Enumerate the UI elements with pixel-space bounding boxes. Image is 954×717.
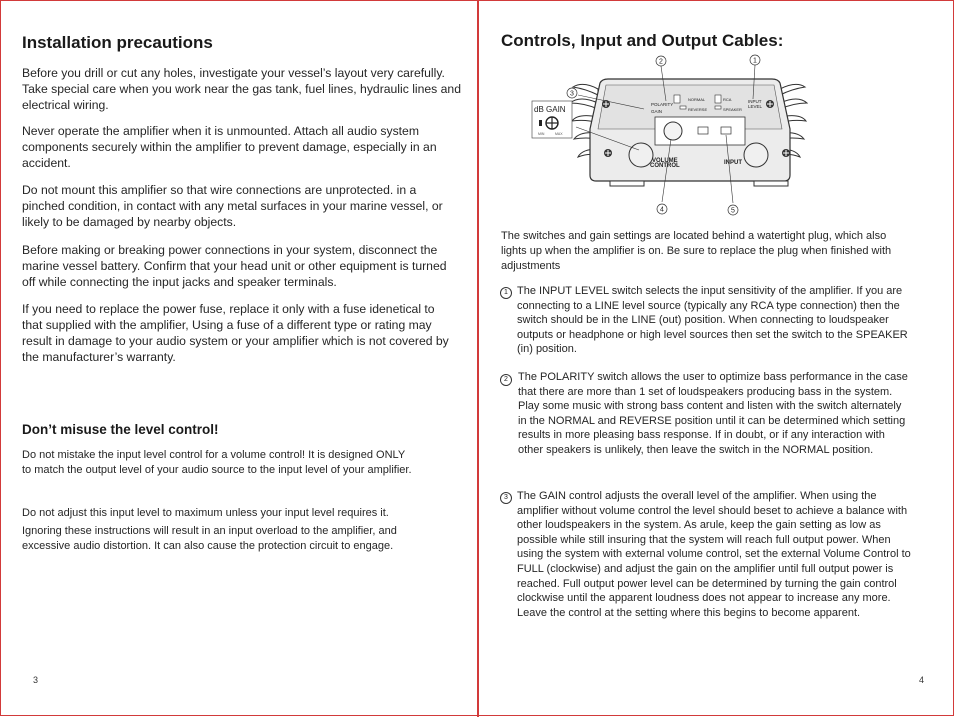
input-level-label-2: LEVEL [748,104,763,109]
volume-label-2: CONTROL [650,163,680,169]
paragraph-wire-connections: Do not mount this amplifier so that wire connections are unprotected. in a pinched condition, in contact with any metal surfaces in your marine vessel, or likely to be damaged by nearby objects. [22,183,443,229]
subparagraph-overload: Ignoring these instructions will result in an input overload to the amplifier, and excessive audio distortion. It can also cause the protection circuit to engage. [22,525,397,552]
paragraph-unmounted: Never operate the amplifier when it is unmounted. Attach all audio system components securely within the amplifier to prevent damage, especially in an accident. [22,124,437,170]
input-level-description: The INPUT LEVEL switch selects the input sensitivity of the amplifier. If you are connecting to a LINE level source (typically any RCA type connection) then the switch should be in the LINE (out) position. When connecting to loudspeaker outputs or headphone or high level sources then set the switch to the SPEAKER (in) position. [517,285,908,356]
paragraph-power-connections: Before making or breaking power connections in your system, disconnect the marine vessel battery. Confirm that your head unit or other equipment is turned off while connecting the input jacks and speaker terminals. [22,243,447,289]
volume-label-1: VOLUME [652,158,678,164]
polarity-switch [698,127,708,134]
rca-label: RCA [723,97,732,102]
installation-title: Installation precautions [22,33,213,52]
db-gain-label: dB GAIN [534,105,566,114]
subparagraph-level: Do not mistake the input level control for a volume control! It is designed ONLY to match the output level of your audio source to the input level of your amplifier. [22,449,412,476]
item-number-3: 3 [500,492,512,504]
callout-4: 4 [660,206,664,214]
paragraph-drill: Before you drill or cut any holes, investigate your vessel’s layout very carefully. Take special care when you work near the gas tank, fuel lines, hydraulic lines and electrical wiring. [22,66,461,112]
polarity-label: POLARITY [651,102,674,107]
polarity-description: The POLARITY switch allows the user to optimize bass performance in the case that there are more than 1 set of loudspeakers producing bass in the system. Play some music with strong bass content and listen with the switch alternately in the NORMAL and REVERSE position until it can be determined which setting results in more pleasing bass response. If in doubt, or if any interaction with other speakers is unlikely, then leave the switch in the NORMAL position. [518,371,908,456]
paragraph-fuse: If you need to replace the power fuse, replace it only with a fuse idenetical to that supplied with the amplifier, Using a fuse of a different type or rating may result in damage to your audio system or your amplifier which is not covered by the manufacturer’s warranty. [22,302,449,364]
subparagraph-maximum: Do not adjust this input level to maximum unless your input level requires it. [22,507,389,519]
amplifier-diagram [528,51,808,221]
right-foot [754,181,788,186]
page-number-left: 3 [33,675,39,685]
gain-description: The GAIN control adjusts the overall level of the amplifier. When using the amplifier without volume control the level should beset to achieve a balance with other loudspeakers in the system. As arule, keep the gain setting as low as possible while still insuring that the system will reach full output power. When using the system with external volume control, set the external Volume Control to FULL (clockwise) and adjust the gain on the amplifier until full output power is reached. Full output power level can be determined by turning the gain control clockwise until the apparent loudness does not appear to increase any more. Leave the control at the setting where this begins to become apparent. [517,490,911,619]
level-control-subtitle: Don’t misuse the level control! [22,422,219,437]
controls-title: Controls, Input and Output Cables: [501,31,784,50]
callout-2: 2 [659,58,663,66]
callout-3: 3 [570,90,574,98]
speaker-label: SPEAKER [723,107,742,112]
input-label: INPUT [724,160,742,166]
normal-label: NORMAL [688,97,706,102]
item-number-2: 2 [500,374,512,386]
item-number-1: 1 [500,287,512,299]
gain-knob [664,122,682,140]
reverse-label: REVERSE [688,107,708,112]
gain-max-label: MAX [555,132,563,136]
page-number-right: 4 [919,675,925,685]
input-jack [744,143,768,167]
input-level-switch [721,127,731,134]
page-divider [477,1,479,717]
callout-1: 1 [753,57,757,65]
gain-small-label: GAIN [651,109,663,114]
callout-5: 5 [731,207,735,215]
left-foot [610,181,644,186]
controls-intro: The switches and gain settings are located behind a watertight plug, which also lights up when the amplifier is on. Be sure to replace the plug when finished with adjustments [501,230,892,272]
input-level-label-1: INPUT [748,99,762,104]
gain-min-label: MIN [538,132,545,136]
